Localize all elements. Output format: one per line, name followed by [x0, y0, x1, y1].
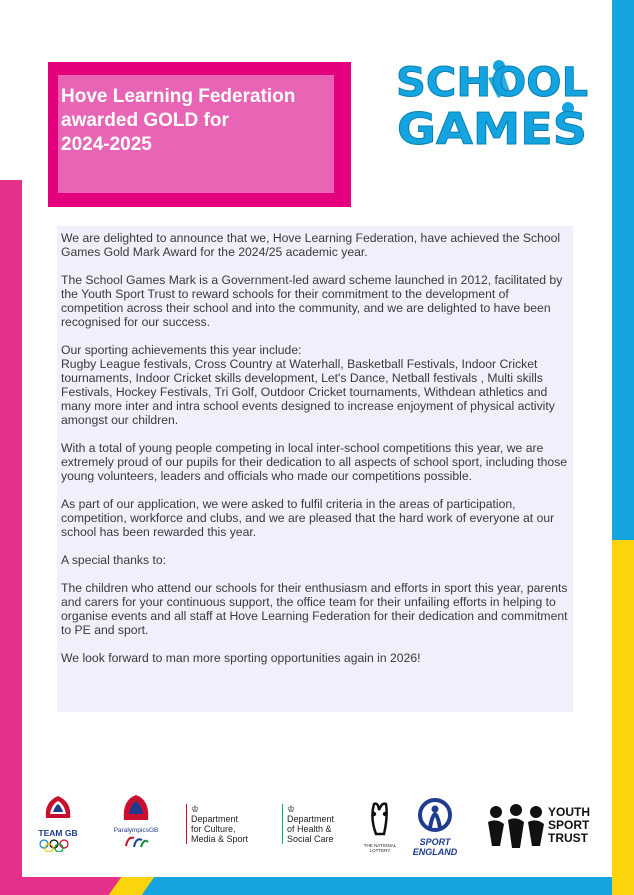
sport-england-icon: [410, 798, 460, 832]
paragraph-closing: We look forward to man more sporting opportunities again in 2026!: [61, 651, 421, 665]
crest-icon: ♔: [287, 804, 296, 814]
school-games-logo-line2: GAMES: [397, 104, 587, 150]
dcms-text: ♔ Department for Culture, Media & Sport: [186, 804, 266, 844]
yst-figures-icon: [486, 804, 546, 850]
sport-england-logo: SPORT ENGLAND: [410, 798, 460, 856]
national-lottery-logo: THE NATIONAL LOTTERY: [360, 798, 400, 854]
school-games-logo: [392, 56, 592, 150]
paragraph-intro: We are delighted to announce that we, Hove Learning Federation, have achieved the School Games Gold Mark Award for the 2024/25 academic year.: [61, 231, 561, 259]
bottom-stripe: [0, 877, 634, 895]
team-gb-lion-icon: [36, 792, 80, 822]
paragraph-thanks: The children who attend our schools for their enthusiasm and efforts in sport this year, parents and carers for your continuous support, the office team for their unfailing efforts in helping to organise events and all staff at Hove Learning Federation for their dedication and commitment to PE and sport.: [61, 581, 568, 637]
dhsc-logo: [282, 804, 354, 854]
team-gb-logo: TEAM GB: [36, 792, 80, 856]
paralympics-gb-logo: ParalympicsGB: [108, 792, 164, 856]
paragraph-thanks-heading: A special thanks to:: [61, 553, 167, 567]
body-panel: [57, 226, 573, 712]
dhsc-text: ♔ Department of Health & Social Care: [282, 804, 354, 844]
body-text: [61, 231, 571, 679]
paragraph-scheme: The School Games Mark is a Government-led award scheme launched in 2012, facilitated by the Youth Sport Trust to reward schools for their commitment to the development of competition across their school and into the community, and we are delighted to have been recognised for our success.: [61, 273, 563, 329]
paragraph-competing: With a total of young people competing in local inter-school competitions this year, we are extremely proud of our pupils for their dedication to all aspects of school sport, including those young volunteers, leaders and officials who made our competitions possible.: [61, 441, 568, 483]
sponsor-logos: [0, 790, 634, 860]
olympic-rings-icon: [36, 838, 80, 852]
youth-sport-trust-logo: YOUTH SPORT TRUST: [486, 804, 604, 856]
dcms-logo: [186, 804, 266, 854]
paralympics-lion-icon: [108, 792, 164, 822]
school-games-logo-line1: SCHOOL: [396, 60, 588, 106]
crest-icon: ♔: [191, 804, 200, 814]
crossed-fingers-icon: [360, 798, 400, 838]
agitos-icon: [108, 834, 164, 850]
left-pink-stripe: [0, 180, 22, 895]
title-box: [48, 62, 351, 207]
page-title: Hove Learning Federation awarded GOLD for 2024-2025: [61, 86, 296, 155]
paragraph-achievements: Our sporting achievements this year include: Rugby League festivals, Cross Country at Waterhall, Basketball Festivals, Indoor Cricket tournaments, Indoor Cricket skills development, Let's Dance, Netball festivals , Multi skills Festivals, Hockey Festivals, Tri Golf, Outdoor Cricket tournaments, Withdean athletics and many more inter and intra school events designed to increase enjoyment of physical activity amongst our children.: [61, 343, 555, 427]
right-blue-stripe: [612, 0, 634, 540]
paragraph-application: As part of our application, we were asked to fulfil criteria in the areas of participation, competition, workforce and clubs, and we are pleased that the hard work of everyone at our school has been rewarded this year.: [61, 497, 555, 539]
